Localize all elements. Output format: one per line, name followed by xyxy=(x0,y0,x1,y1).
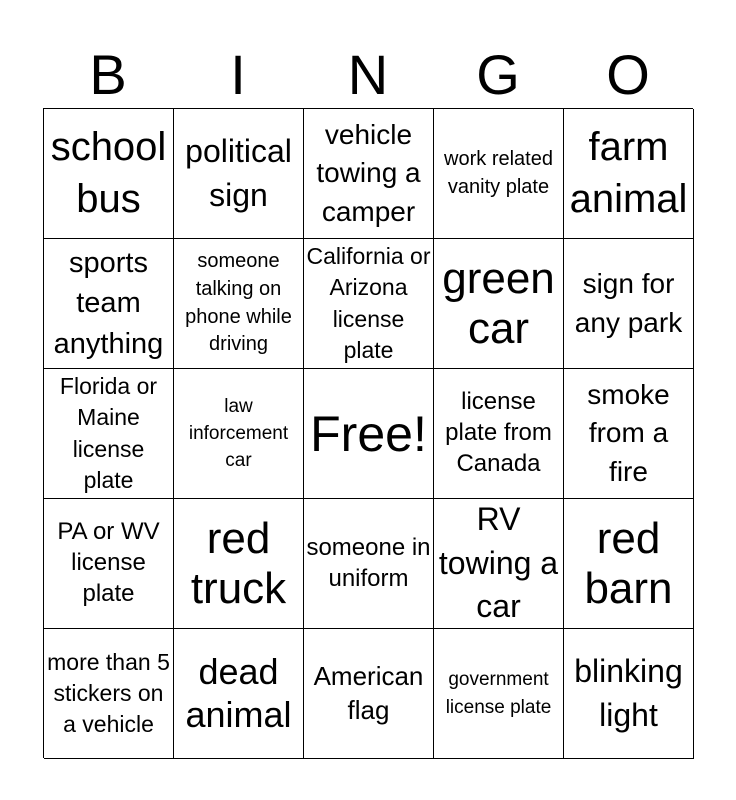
bingo-cell-n4[interactable] xyxy=(304,499,434,629)
bingo-cell-text: farm animal xyxy=(569,125,688,221)
bingo-cell-text: someone talking on phone while driving xyxy=(185,250,292,356)
bingo-cell-text: vehicle towing a camper xyxy=(316,119,421,227)
bingo-cell-i3[interactable] xyxy=(174,369,304,499)
bingo-cell-text: RV towing a car xyxy=(438,501,559,625)
bingo-cell-i4[interactable] xyxy=(174,499,304,629)
bingo-cell-b4[interactable] xyxy=(44,499,174,629)
bingo-cell-text: red truck xyxy=(190,514,287,613)
bingo-cell-i2[interactable] xyxy=(174,239,304,369)
bingo-cell-b2[interactable] xyxy=(44,239,174,369)
bingo-cell-b1[interactable] xyxy=(44,109,174,239)
bingo-cell-text: dead animal xyxy=(185,651,292,735)
bingo-board xyxy=(43,108,693,758)
bingo-cell-o5[interactable] xyxy=(564,629,694,759)
bingo-cell-o2[interactable] xyxy=(564,239,694,369)
bingo-cell-o1[interactable] xyxy=(564,109,694,239)
bingo-header xyxy=(43,40,693,108)
bingo-cell-text: green car xyxy=(442,254,555,353)
bingo-cell-text: American flag xyxy=(313,661,424,725)
bingo-cell-text: California or Arizona license plate xyxy=(306,242,431,363)
bingo-cell-g3[interactable] xyxy=(434,369,564,499)
bingo-cell-g4[interactable] xyxy=(434,499,564,629)
bingo-cell-text: someone in uniform xyxy=(306,533,431,592)
bingo-cell-o4[interactable] xyxy=(564,499,694,629)
bingo-cell-b3[interactable] xyxy=(44,369,174,499)
header-letter-o: O xyxy=(606,43,650,106)
header-letter-i: I xyxy=(230,43,246,106)
bingo-cell-text: blinking light xyxy=(574,652,683,733)
header-letter-n: N xyxy=(347,43,389,106)
bingo-cell-text: license plate from Canada xyxy=(445,388,552,477)
bingo-cell-n1[interactable] xyxy=(304,109,434,239)
bingo-cell-text: sign for any park xyxy=(574,268,683,338)
bingo-cell-n5[interactable] xyxy=(304,629,434,759)
bingo-cell-text: PA or WV license plate xyxy=(57,518,160,607)
bingo-cell-text: political sign xyxy=(185,132,292,213)
bingo-cell-text: work related vanity plate xyxy=(444,147,553,198)
bingo-cell-o3[interactable] xyxy=(564,369,694,499)
bingo-cell-b5[interactable] xyxy=(44,629,174,759)
bingo-cell-text: sports team anything xyxy=(53,247,164,360)
bingo-cell-text: red barn xyxy=(584,514,673,613)
bingo-cell-text: law inforcement car xyxy=(188,395,289,472)
header-letter-b: B xyxy=(89,43,127,106)
bingo-cell-text: smoke from a fire xyxy=(587,379,670,487)
bingo-cell-text: government license plate xyxy=(445,669,552,718)
bingo-cell-text: more than 5 stickers on a vehicle xyxy=(47,648,170,738)
bingo-cell-i5[interactable] xyxy=(174,629,304,759)
bingo-cell-g2[interactable] xyxy=(434,239,564,369)
bingo-cell-g5[interactable] xyxy=(434,629,564,759)
bingo-cell-free-space: Free! xyxy=(310,405,427,462)
header-letter-g: G xyxy=(476,43,520,106)
bingo-cell-g1[interactable] xyxy=(434,109,564,239)
bingo-cell-text: school bus xyxy=(50,125,167,221)
bingo-cell-i1[interactable] xyxy=(174,109,304,239)
bingo-cell-text: Florida or Maine license plate xyxy=(59,372,158,493)
bingo-cell-n2[interactable] xyxy=(304,239,434,369)
bingo-cell-n3[interactable] xyxy=(304,369,434,499)
